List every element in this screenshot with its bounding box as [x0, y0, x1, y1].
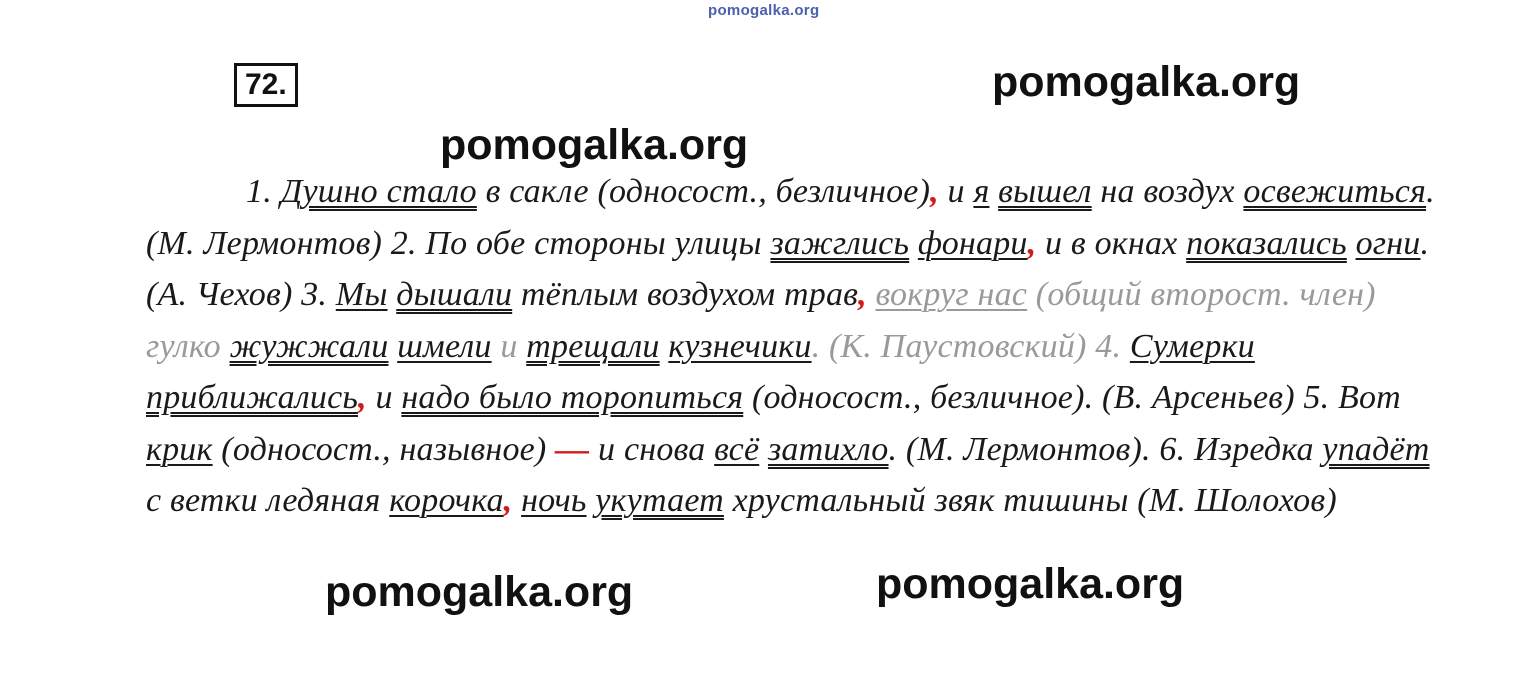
predicate: упадёт — [1322, 430, 1430, 468]
adverbial: вокруг нас — [875, 276, 1028, 313]
watermark-center: pomogalka.org — [440, 121, 749, 169]
text-fragment: тёплым воздухом трав — [512, 276, 859, 313]
subject: крик — [146, 430, 213, 468]
text-fragment: хрустальный звяк тишины (М. Шолохов) — [723, 482, 1337, 519]
sentence-number: 1. — [246, 173, 281, 210]
predicate: дышали — [396, 276, 513, 313]
red-comma: , — [503, 482, 513, 519]
subject: кузнечики — [668, 327, 812, 365]
subject: огни — [1355, 224, 1421, 262]
text-fragment: и снова — [589, 430, 715, 468]
red-comma: , — [930, 173, 939, 210]
red-comma: , — [1027, 224, 1037, 262]
subject: Сумерки — [1129, 327, 1255, 365]
text-fragment — [512, 482, 521, 519]
subject: Мы — [335, 276, 388, 313]
predicate: Душно стало — [280, 173, 477, 210]
predicate: показались — [1186, 224, 1347, 262]
text-fragment: (односост., безличное). (В. Арсеньев) 5. Вот — [743, 379, 1401, 416]
predicate: надо было торопиться — [401, 379, 744, 416]
exercise-text — [146, 166, 1446, 527]
predicate: трещали — [526, 327, 660, 365]
text-fragment: . (М. Лермонтов). 6. Изредка — [888, 430, 1323, 468]
text-fragment: и — [491, 327, 527, 365]
text-fragment — [759, 431, 768, 468]
subject: шмели — [397, 327, 492, 365]
subject: фонари — [917, 224, 1028, 262]
red-dash: — — [555, 430, 590, 468]
predicate: затихло — [767, 430, 889, 468]
text-fragment: (односост., назывное) — [212, 430, 556, 468]
exercise-paragraph — [146, 166, 1446, 527]
text-fragment: и в окнах — [1036, 224, 1187, 262]
text-fragment: и — [366, 379, 402, 416]
watermark-top-right: pomogalka.org — [992, 58, 1301, 106]
watermark-bottom-right: pomogalka.org — [876, 560, 1185, 608]
predicate: жужжали — [229, 327, 389, 365]
watermark-bottom-left: pomogalka.org — [325, 568, 634, 616]
subject: всё — [714, 430, 760, 468]
text-fragment — [388, 328, 397, 365]
subject: корочка — [389, 482, 504, 519]
subject: я — [973, 173, 990, 210]
text-fragment: в сакле (односост., безличное) — [476, 173, 931, 210]
predicate: зажглись — [770, 224, 910, 262]
text-fragment: на воздух — [1091, 173, 1244, 210]
text-fragment — [587, 482, 596, 519]
text-fragment: с ветки ледяная — [146, 482, 390, 519]
text-fragment: (общий второст. член) гулко — [146, 276, 1376, 365]
exercise-number: 72. — [234, 63, 298, 107]
text-fragment: . (К. Паустовский) 4. — [811, 327, 1130, 365]
watermark-top: pomogalka.org — [708, 2, 820, 19]
text-fragment: . (А. Чехов) 3. — [146, 224, 1430, 313]
subject: ночь — [521, 482, 587, 519]
text-fragment — [867, 276, 876, 313]
predicate: освежиться — [1243, 173, 1427, 210]
text-fragment — [909, 225, 918, 262]
text-fragment — [989, 173, 998, 210]
predicate: вышел — [998, 173, 1092, 210]
text-fragment — [1347, 225, 1356, 262]
red-comma: , — [358, 379, 367, 416]
text-fragment: . (М. Лермонтов) 2. По обе стороны улицы — [146, 173, 1435, 262]
text-fragment — [388, 276, 397, 313]
predicate: приближались — [146, 379, 359, 416]
text-fragment: и — [938, 173, 974, 210]
red-comma: , — [858, 276, 867, 313]
predicate: укутает — [595, 482, 724, 519]
